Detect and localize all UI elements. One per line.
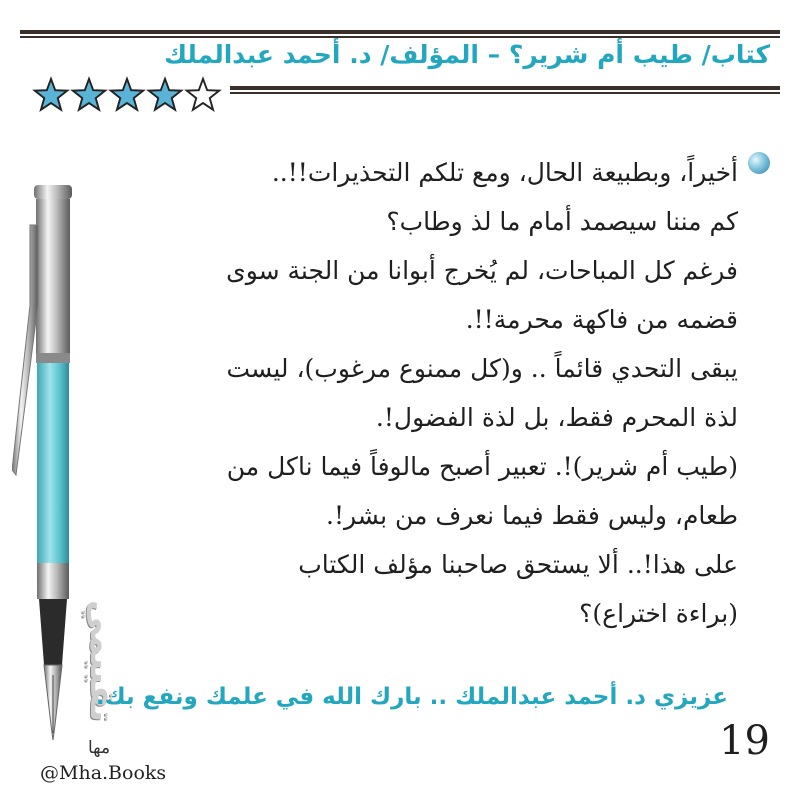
review-line: طعام، وليس فقط فيما نعرف من بشر!. xyxy=(326,501,738,530)
review-line: (براءة اختراع)؟ xyxy=(579,599,738,628)
review-line: لذة المحرم فقط، بل لذة الفضول!. xyxy=(375,403,738,432)
review-body xyxy=(118,148,738,638)
review-line: على هذا!.. ألا يستحق صاحبنا مؤلف الكتاب xyxy=(298,550,738,579)
watermark-label: تقييمي xyxy=(82,600,122,723)
bottom-rule xyxy=(230,86,780,90)
review-line: قضمه من فاكهة محرمة!!. xyxy=(465,305,738,334)
top-rule-thin xyxy=(20,36,780,38)
top-rule xyxy=(20,30,780,34)
star-icon xyxy=(108,76,146,114)
review-line: (طيب أم شرير)!. تعبير أصبح مالوفاً فيما ناكل من xyxy=(226,452,738,481)
star-icon xyxy=(184,76,222,114)
review-line: أخيراً، وبطبيعة الحال، ومع تلكم التحذيرات!!.. xyxy=(271,158,738,187)
star-icon xyxy=(70,76,108,114)
review-line: فرغم كل المباحات، لم يُخرج أبوانا من الجنة سوى xyxy=(226,256,738,285)
review-line: كم مننا سيصمد أمام ما لذ وطاب؟ xyxy=(386,207,738,236)
bullet-icon xyxy=(748,152,770,174)
star-rating xyxy=(32,76,222,114)
book-title: كتاب/ طيب أم شرير؟ – المؤلف/ د. أحمد عبدالملك xyxy=(164,40,770,69)
star-icon xyxy=(32,76,70,114)
signature: مها xyxy=(88,738,111,758)
star-icon xyxy=(146,76,184,114)
page-number: 19 xyxy=(719,718,770,764)
bottom-rule-thin xyxy=(230,92,780,94)
review-line: يبقى التحدي قائماً .. و(كل ممنوع مرغوب)، ليست xyxy=(226,354,738,383)
closing-line: عزيزي د. أحمد عبدالملك .. بارك الله في علمك ونفع بك. xyxy=(95,684,728,710)
account-handle: @Mha.Books xyxy=(40,762,167,784)
